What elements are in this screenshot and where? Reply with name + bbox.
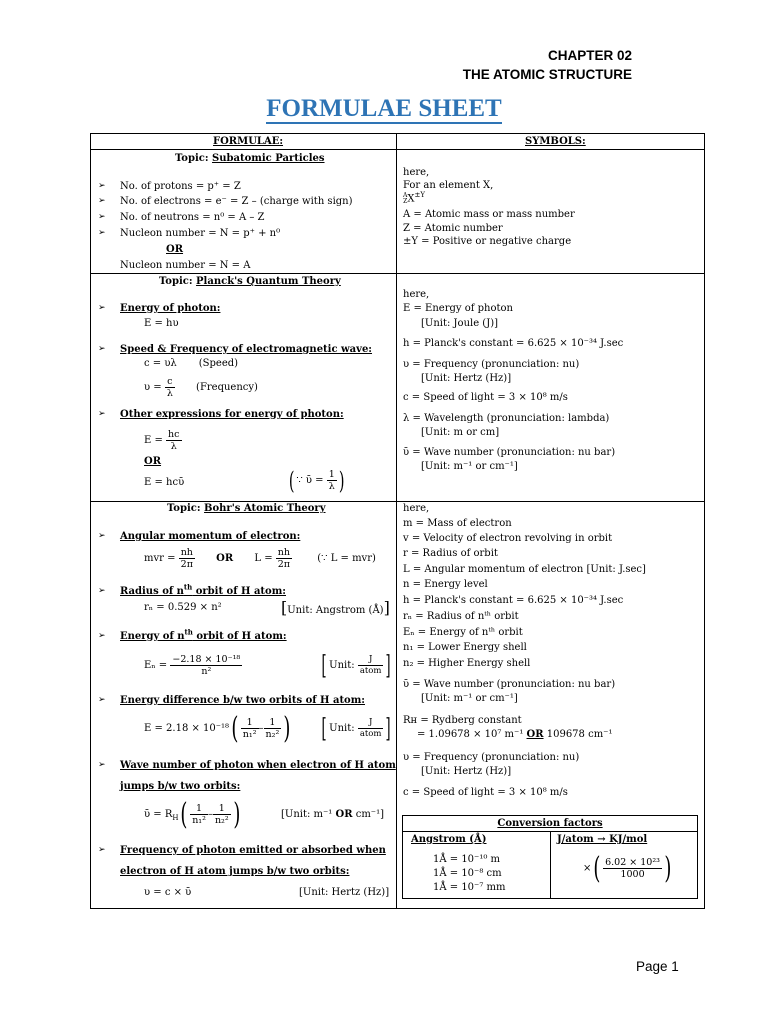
denominator: atom [359, 666, 382, 676]
denominator: 2π [277, 559, 291, 570]
col-header-symbols: SYMBOLS: [525, 136, 586, 147]
fraction [213, 803, 231, 826]
fraction [241, 717, 259, 740]
unit-label: [ Unit: $\frac{J}{\text{atom}}$ ] [321, 713, 392, 744]
element-mass-number: A [403, 192, 408, 199]
or-label: OR [216, 553, 234, 564]
conversion-row: 1Å = 10⁻¹⁰ m [433, 854, 501, 865]
topic-heading [175, 153, 325, 165]
conversion-row: 1Å = 10⁻⁷ mm [433, 882, 506, 893]
fraction [603, 857, 662, 880]
symbol-text: Rʜ = Rydberg constant [403, 715, 522, 726]
arrow-bullet-icon: ➢ [98, 228, 106, 238]
denominator: λ [166, 388, 173, 399]
column-divider [396, 134, 397, 908]
element-charge: ±Y [414, 191, 425, 200]
arrow-bullet-icon: ➢ [98, 196, 106, 206]
symbol-text: A = Atomic mass or mass number [403, 209, 575, 220]
heading-text: orbit of H atom: [192, 586, 286, 597]
topic-name: Bohr's Atomic Theory [204, 503, 326, 514]
symbol-text: h = Planck's constant = 6.625 × 10⁻³⁴ J.sec [403, 595, 624, 606]
symbol-text: [Unit: m⁻¹ or cm⁻¹] [421, 461, 518, 472]
unit-label: [Unit: Angstrom (Å)] [281, 598, 390, 617]
unit-label [281, 809, 384, 821]
numerator: 1 [241, 717, 259, 729]
symbol-text: here, [403, 167, 430, 178]
element-atomic-number: Z [403, 198, 408, 205]
arrow-bullet-icon: ➢ [98, 181, 106, 191]
numerator: J [358, 654, 384, 666]
symbol-text: c = Speed of light = 3 × 10⁸ m/s [403, 392, 568, 403]
arrow-bullet-icon: ➢ [98, 531, 106, 541]
formula: rₙ = 0.529 × n² [144, 602, 222, 613]
symbol-text: r = Radius of orbit [403, 548, 498, 559]
heading-sup: th [184, 627, 193, 637]
fraction [190, 803, 208, 826]
symbol-text: ±Y = Positive or negative charge [403, 236, 572, 247]
formula: E = hcῡ [144, 477, 185, 488]
element-symbol: X [407, 193, 415, 205]
formula-item: Nucleon number = N = p⁺ + n⁰ [120, 228, 281, 239]
formula-heading: Energy difference b/w two orbits of H atom: [120, 695, 365, 706]
formula-lhs: mvr = [144, 553, 176, 564]
topic-label: Topic: [167, 503, 201, 514]
formula-lhs: ῡ = R [144, 809, 173, 820]
heading-text: orbit of H atom: [192, 631, 287, 642]
arrow-bullet-icon: ➢ [98, 695, 106, 705]
unit-label: [Unit: Hertz (Hz)] [299, 887, 390, 898]
rydberg-value: = 1.09678 × 10⁷ m⁻¹ [417, 729, 524, 740]
arrow-bullet-icon: ➢ [98, 409, 106, 419]
denominator: λ [328, 481, 335, 492]
symbol-text: Eₙ = Energy of nᵗʰ orbit [403, 627, 523, 638]
conversion-title: Conversion factors [497, 818, 603, 829]
fraction [166, 429, 181, 452]
numerator: 1 [213, 803, 231, 815]
element-notation [403, 193, 425, 206]
formula-heading: jumps b/w two orbits: [120, 781, 241, 792]
formula-heading [120, 627, 287, 643]
conversion-factors-box [402, 815, 698, 899]
formula-heading: Wave number of photon when electron of H atom [120, 760, 396, 771]
numerator: −2.18 × 10⁻¹⁸ [172, 654, 241, 665]
numerator: nh [179, 547, 195, 559]
fraction [170, 654, 242, 677]
or-label: OR [166, 244, 184, 255]
formula-heading: Other expressions for energy of photon: [120, 409, 344, 420]
topic-name: Subatomic Particles [212, 153, 325, 164]
symbol-text: υ = Frequency (pronunciation: nu) [403, 752, 580, 763]
conversion-formula: ×( $\frac{\text{6.02 × 10²³}}{1000}$ ) [583, 850, 672, 886]
conversion-col-energy: J/atom → KJ/mol [557, 834, 648, 845]
symbol-text: E = Energy of photon [403, 303, 513, 314]
chapter-number: CHAPTER 02 [547, 48, 632, 63]
numerator: 1 [190, 803, 208, 815]
formula [144, 429, 182, 453]
formula-lhs: υ = [144, 382, 162, 393]
or-label: OR [526, 729, 544, 740]
symbol-text: m = Mass of electron [403, 518, 512, 529]
arrow-bullet-icon: ➢ [98, 845, 106, 855]
page-number: Page 1 [636, 959, 679, 974]
symbol-text: here, [403, 503, 430, 514]
fraction [276, 547, 292, 570]
numerator: hc [168, 429, 180, 440]
formula-note: ( ∵ ῡ = $\frac{1}{\lambda}$ ) [288, 466, 345, 495]
formula: E = hυ [144, 318, 179, 329]
formula-text: c = υλ [144, 358, 177, 369]
symbol-text: ῡ = Wave number (pronunciation: nu bar) [403, 447, 616, 458]
formula-item: Nucleon number = N = A [120, 260, 251, 271]
unit-text: [Unit: m⁻¹ [281, 809, 333, 820]
fraction [358, 717, 384, 740]
formula [144, 652, 242, 680]
times-sign: × [583, 863, 592, 874]
heading-sup: th [183, 582, 193, 592]
heading-text: Radius of n [120, 586, 184, 597]
symbol-text: [Unit: m⁻¹ or cm⁻¹] [421, 693, 518, 704]
formula: ῡ = $R_H$( $\frac{1}{\text{n₁²}}$ – $\frac{1}{\text{n₂²}}$ ) [144, 796, 241, 832]
denominator: n₂² [214, 815, 229, 826]
denominator: 1000 [620, 869, 645, 880]
numerator: J [358, 717, 384, 729]
formula-heading: electron of H atom jumps b/w two orbits: [120, 866, 350, 877]
numerator: 1 [328, 469, 335, 480]
arrow-bullet-icon: ➢ [98, 586, 106, 596]
topic-label: Topic: [159, 276, 193, 287]
rydberg-value-cm: 109678 cm⁻¹ [546, 729, 613, 740]
formula-heading [120, 582, 286, 598]
topic-heading [167, 503, 326, 515]
row-divider [91, 501, 704, 502]
symbol-text: c = Speed of light = 3 × 10⁸ m/s [403, 787, 568, 798]
symbol-text: L = Angular momentum of electron [Unit: J.sec] [403, 564, 646, 575]
denominator: atom [359, 729, 382, 739]
arrow-bullet-icon: ➢ [98, 344, 106, 354]
formula-heading: Angular momentum of electron: [120, 531, 301, 542]
symbol-text [417, 729, 612, 741]
conversion-row: 1Å = 10⁻⁸ cm [433, 868, 502, 879]
symbol-text: v = Velocity of electron revolving in orbit [403, 533, 613, 544]
fraction [358, 654, 384, 677]
numerator: 1 [264, 717, 282, 729]
symbol-text: [Unit: Joule (J)] [421, 318, 499, 329]
symbol-text: λ = Wavelength (pronunciation: lambda) [403, 413, 610, 424]
unit-text: Unit: [329, 660, 355, 671]
fraction [264, 717, 282, 740]
fraction [165, 376, 175, 399]
note-text: ∵ ῡ = [296, 475, 324, 486]
chapter-title: THE ATOMIC STRUCTURE [462, 67, 632, 82]
symbol-text: rₙ = Radius of nᵗʰ orbit [403, 611, 519, 622]
col-header-formulae: FORMULAE: [213, 136, 284, 147]
symbol-text: [Unit: Hertz (Hz)] [421, 373, 512, 384]
numerator: c [165, 376, 175, 388]
unit-text: Unit: [329, 723, 355, 734]
symbol-text: here, [403, 289, 430, 300]
formula [144, 376, 258, 400]
denominator: n₂² [265, 729, 280, 740]
symbol-text: ῡ = Wave number (pronunciation: nu bar) [403, 679, 616, 690]
arrow-bullet-icon: ➢ [98, 212, 106, 222]
symbol-text: n = Energy level [403, 579, 488, 590]
formula-heading: Energy of photon: [120, 303, 221, 314]
formula-item: No. of protons = p⁺ = Z [120, 181, 241, 192]
row-divider [91, 149, 704, 150]
denominator: n₁² [192, 815, 206, 826]
topic-label: Topic: [175, 153, 209, 164]
formula: υ = c × ῡ [144, 887, 192, 898]
arrow-bullet-icon: ➢ [98, 631, 106, 641]
or-label: OR [335, 809, 353, 820]
formula-lhs: Eₙ = [144, 660, 168, 671]
conversion-column-divider [550, 831, 551, 898]
symbol-text: Z = Atomic number [403, 223, 503, 234]
unit-text: cm⁻¹] [355, 809, 384, 820]
formula-item: No. of electrons = e⁻ = Z – (charge with sign) [120, 196, 353, 207]
formula [144, 547, 376, 571]
denominator: 2π [180, 559, 193, 570]
formula-lhs: L = [254, 553, 273, 564]
numerator: nh [276, 547, 292, 559]
sheet-title [0, 95, 768, 123]
symbol-text: For an element X, [403, 180, 494, 191]
formula-lhs: E = 2.18 × 10⁻¹⁸ [144, 723, 230, 734]
topic-name: Planck's Quantum Theory [196, 276, 341, 287]
denominator: n² [201, 666, 212, 677]
arrow-bullet-icon: ➢ [98, 760, 106, 770]
topic-heading [159, 276, 341, 288]
denominator: n₁² [242, 729, 257, 740]
unit-text: Unit: Angstrom (Å) [287, 605, 384, 616]
formula [144, 358, 238, 370]
formula-sub: H [172, 814, 179, 822]
fraction [179, 547, 195, 570]
sheet-title-text: FORMULAE SHEET [266, 95, 502, 122]
row-divider [91, 273, 704, 274]
formula: E = 2.18 × 10⁻¹⁸( $\frac{1}{\text{n₁²}}$ – $\frac{1}{\text{n₂²}}$ ) [144, 710, 291, 746]
numerator: 6.02 × 10²³ [605, 857, 660, 868]
formulae-table [90, 133, 705, 909]
fraction [327, 469, 337, 492]
symbol-text: υ = Frequency (pronunciation: nu) [403, 359, 580, 370]
symbol-text: [Unit: m or cm] [421, 427, 500, 438]
conversion-col-angstrom: Angstrom (Å) [411, 834, 487, 845]
symbol-text: n₂ = Higher Energy shell [403, 658, 531, 669]
denominator: λ [170, 441, 177, 452]
or-label: OR [144, 456, 162, 467]
symbol-text: n₁ = Lower Energy shell [403, 642, 527, 653]
heading-text: Energy of n [120, 631, 185, 642]
unit-label: [ Unit: $\frac{J}{\text{atom}}$ ] [321, 650, 392, 681]
formula-heading: Speed & Frequency of electromagnetic wave: [120, 344, 373, 355]
formula-note: (Frequency) [196, 382, 258, 393]
symbol-text: h = Planck's constant = 6.625 × 10⁻³⁴ J.sec [403, 338, 624, 349]
formula-lhs: E = [144, 435, 163, 446]
symbol-text: [Unit: Hertz (Hz)] [421, 766, 512, 777]
formula-note: (∵ L = mvr) [317, 553, 376, 564]
formula-item: No. of neutrons = n⁰ = A – Z [120, 212, 265, 223]
formula-note: (Speed) [198, 358, 239, 369]
arrow-bullet-icon: ➢ [98, 303, 106, 313]
formula-heading: Frequency of photon emitted or absorbed when [120, 845, 386, 856]
